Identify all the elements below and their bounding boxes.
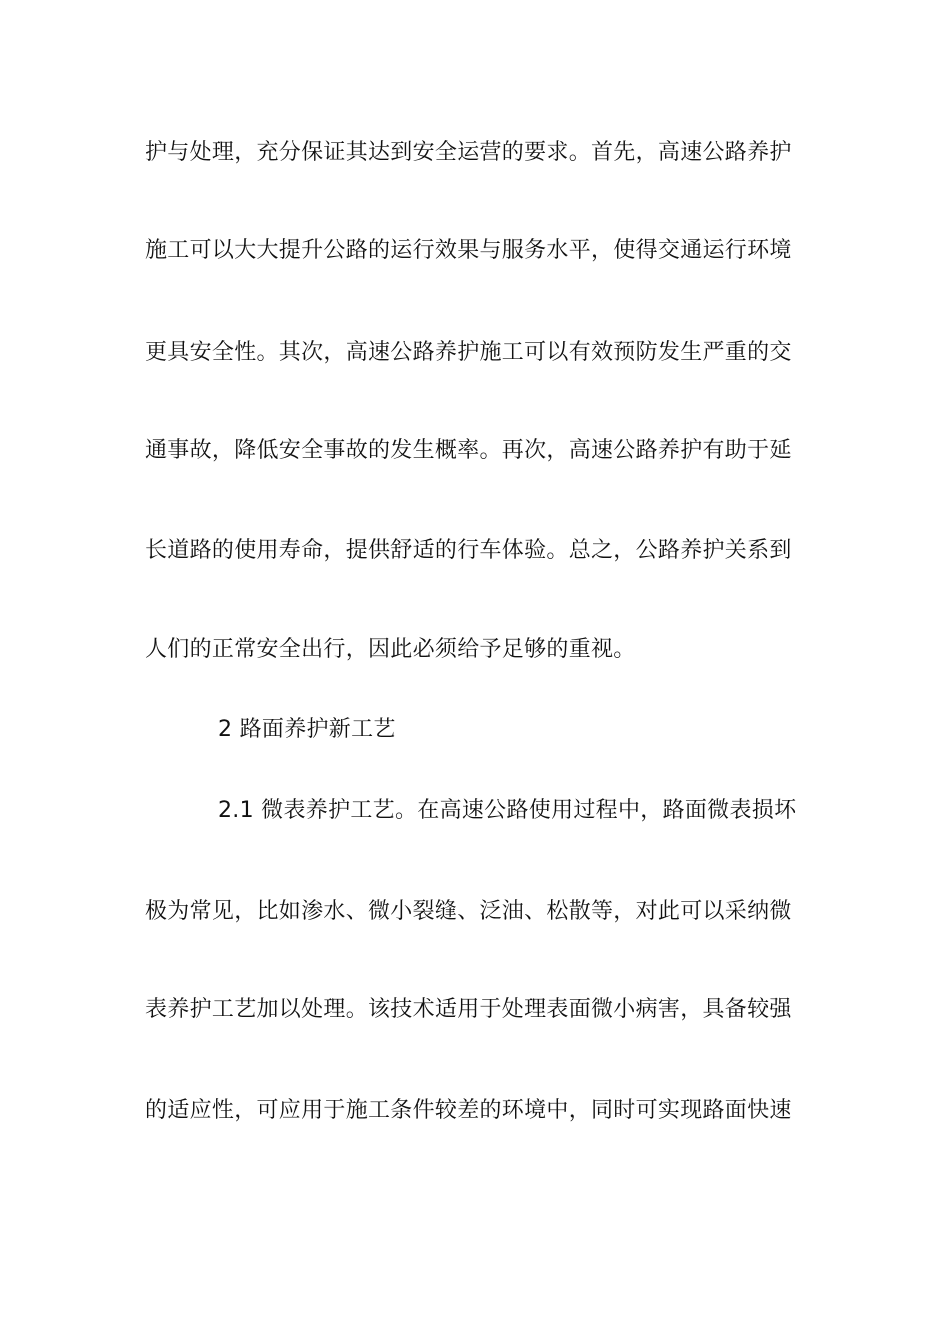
paragraph-line: 表养护工艺加以处理。该技术适用于处理表面微小病害，具备较强 xyxy=(145,997,792,1022)
paragraph-line: 的适应性，可应用于施工条件较差的环境中，同时可实现路面快速 xyxy=(145,1098,792,1123)
paragraph-line: 2.1 微表养护工艺。在高速公路使用过程中，路面微表损坏 xyxy=(218,798,797,823)
paragraph-line: 护与处理，充分保证其达到安全运营的要求。首先，高速公路养护 xyxy=(145,140,792,165)
paragraph-line: 极为常见，比如渗水、微小裂缝、泛油、松散等，对此可以采纳微 xyxy=(145,899,792,924)
paragraph-line: 通事故，降低安全事故的发生概率。再次，高速公路养护有助于延 xyxy=(145,438,792,463)
section-heading: 2 路面养护新工艺 xyxy=(218,717,396,742)
paragraph-line: 更具安全性。其次，高速公路养护施工可以有效预防发生严重的交 xyxy=(145,340,792,365)
paragraph-line: 施工可以大大提升公路的运行效果与服务水平，使得交通运行环境 xyxy=(145,238,792,263)
paragraph-line: 长道路的使用寿命，提供舒适的行车体验。总之，公路养护关系到 xyxy=(145,538,792,563)
paragraph-line: 人们的正常安全出行，因此必须给予足够的重视。 xyxy=(145,637,636,662)
